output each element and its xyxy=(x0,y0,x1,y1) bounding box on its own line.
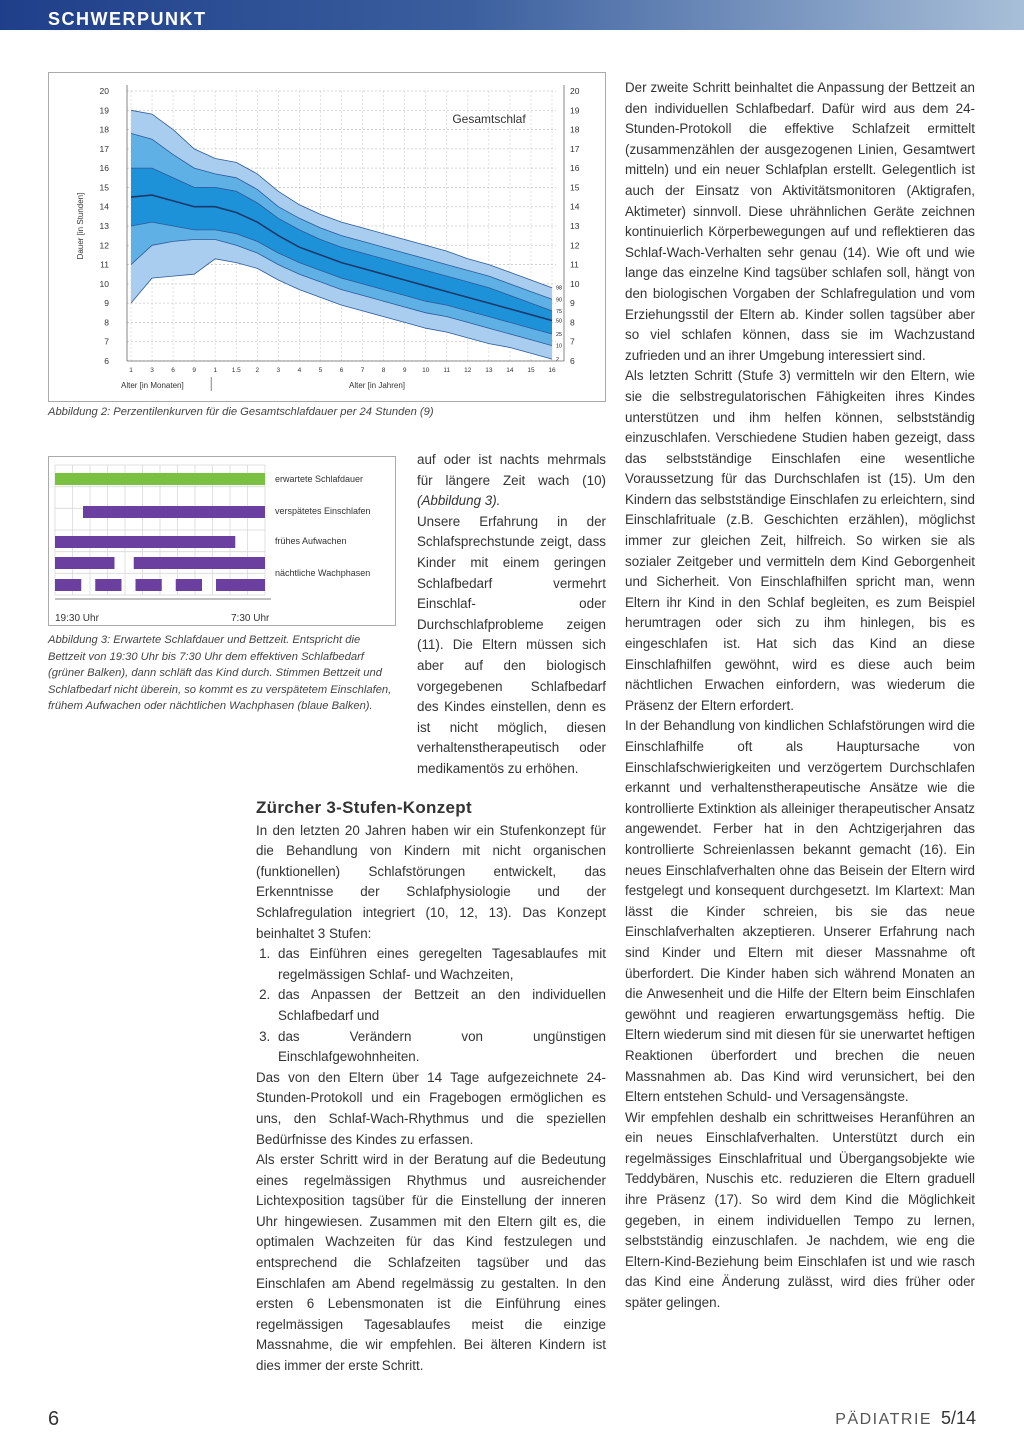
x-tick-label: 6 xyxy=(171,367,175,374)
row-label: nächtliche Wachphasen xyxy=(275,568,371,578)
magazine-name: PÄDIATRIE xyxy=(835,1411,933,1428)
paragraph: Unsere Erfahrung in der Schlafsprechstunde zeigt, dass Kinder mit einem geringen Schlafbedarf vermehrt Einschlaf- oder Durchschlafprobleme zeigen (11). Die Eltern müssen sich aber auf den biologisch vorgegebenen Schlafbedarf des Kindes einstellen, denn es ist nicht möglich, diesen verhaltenstherapeutisch oder medikamentös zu erhöhen. xyxy=(417,513,606,776)
list-item: 1. das Einführen eines geregelten Tagesablaufes mit regelmässigen Schlaf- und Wachzeiten, xyxy=(274,944,606,985)
y-tick-label-left: 7 xyxy=(104,336,109,347)
x-tick-label: 7 xyxy=(360,367,365,374)
y-tick-label-left: 9 xyxy=(104,298,109,309)
list-item: 2. das Anpassen der Bettzeit an den individuellen Schlafbedarf und xyxy=(274,985,606,1026)
y-tick-label-right: 9 xyxy=(570,298,575,309)
bar-segment xyxy=(55,536,235,548)
y-tick-label-left: 8 xyxy=(104,317,109,328)
percentile-label: 98 xyxy=(556,285,563,292)
y-tick-label-right: 6 xyxy=(570,356,575,366)
sleep-bar-chart xyxy=(49,457,395,625)
percentile-label: 2 xyxy=(556,357,560,364)
x-tick-label: 14 xyxy=(506,367,514,374)
row-label: erwartete Schlafdauer xyxy=(275,474,364,484)
paragraph: Als erster Schritt wird in der Beratung auf die Bedeutung eines regelmässigen Rhythmus und ausreichender Lichtexposition tagsüber für die Einstellung der inneren Uhr hingewiesen. Zusammen mit den Eltern gilt es, die optimalen Wachzeiten für das Kind festzulegen und entsprechend die Schlafzeiten tagsüber und das Einschlafen am Abend regelmässig zu gestalten. In den ersten 6 Lebensmonaten ist die Einführung eines regelmässigen Tagesablaufes meist die einzige Massnahme, die wir empfehlen. Bei älteren Kindern ist dies immer der erste Schritt. xyxy=(256,1152,606,1374)
time-start-label: 19:30 Uhr xyxy=(55,613,99,624)
percentile-label: 90 xyxy=(556,297,563,304)
figure-2-caption: Abbildung 2: Perzentilenkurven für die Gesamtschlafdauer per 24 Stunden (9) xyxy=(48,406,434,418)
percentile-label: 75 xyxy=(556,308,563,315)
time-end-label: 7:30 Uhr xyxy=(231,613,270,624)
page-number: 6 xyxy=(48,1408,60,1430)
concept-list xyxy=(256,944,606,1068)
paragraph: In der Behandlung von kindlichen Schlafstörungen wird die Einschlafhilfe oft als Hauptursache von Einschlafschwierigkeiten und verzögertem Durchschlafen erkannt und verhaltenstherapeutische Ansätze wie die kontrollierte Extinktion als alleiniger therapeutischer Ansatz angewendet. Ferber hat in den Achtzigerjahren das kontrollierte Schreienlassen bekannt gemacht (16). Ein neues Einschlafverhalten ohne das Beisein der Eltern wird festgelegt und konsequent durchgesetzt. Im Klartext: Man lässt die Kinder schreien, bis sie das neue Einschlafverhalten akzeptieren. Unserer Erfahrung nach sind Kinder und Eltern mit dieser Massnahme oft überfordert. Die Kinder haben sich während Monaten an die Anwesenheit und die Hilfe der Eltern beim Einschlafen gewöhnt und reagieren erwartungsgemäss heftig. Die Eltern wiederum sind mit diesen für sie unerwartet heftigen Reaktionen überfordert und brechen die neuen Massnahmen ab. Das Kind wird verunsichert, bei den Eltern entstehen Schuld- und Versagensängste. xyxy=(625,718,975,1105)
x-tick-label: 1.5 xyxy=(231,367,241,374)
bar-segment xyxy=(55,557,115,569)
y-tick-label-right: 12 xyxy=(570,240,580,251)
x-tick-label: 4 xyxy=(297,367,302,374)
bar-segment xyxy=(55,579,81,591)
y-tick-label-left: 16 xyxy=(99,163,109,174)
percentile-chart xyxy=(49,73,605,401)
paragraph: Als letzten Schritt (Stufe 3) vermitteln wir den Eltern, wie sie die selbstregulatorischen Fähigkeiten ihres Kindes unterstützen und ihm helfen können, selbstständig einzuschlafen. Verschiedene Studien haben gezeigt, dass das selbstständige Einschlafen eine wesentliche Voraussetzung für das Durchschlafen ist (15). Um den Kindern das selbstständige Einschlafen zu erleichtern, sind Einschlafrituale (z.B. Geschichten erzählen), möglichst immer zur gleichen Zeit, hilfreich. So wirken sie als sozialer Zeitgeber und vermitteln dem Kind Geborgenheit und Sicherheit. Von Einschlafhilfen spricht man, wenn Eltern ihr Kind in den Schlaf begleiten, es zum Beispiel herumtragen oder sich zu ihm hinlegen, bis es eingeschlafen ist. Hat sich das Kind an diese Einschlafhilfen gewöhnt, wird es diese auch beim nächtlichen Erwachen einfordern, was wiederum die Präsenz der Eltern erfordert. xyxy=(625,368,975,713)
x-tick-label: 16 xyxy=(548,367,556,374)
paragraph: Wir empfehlen deshalb ein schrittweises Heranführen an ein neues Einschlafverhalten. Unterstützt durch ein regelmässiges Einschlafritual und Übergangsobjekte wie Teddybären, Nuschis etc. reduzieren die Eltern graduell ihre Präsenz (17). So wird dem Kind die Möglichkeit gegeben, in einem individuellen Tempo zu lernen, selbstständig einzuschlafen. Je nachdem, wie eng die Eltern-Kind-Beziehung beim Einschlafen ist und wie rasch das Kind eine Änderung zulässt, wird dies früher oder später gelingen. xyxy=(625,1109,975,1311)
paragraph: Der zweite Schritt beinhaltet die Anpassung der Bettzeit an den individuellen Schlafbedarf. Dafür wird aus dem 24-Stunden-Protokoll die effektive Schlafzeit ermittelt (zusammenzählen der ausgezogenen Linien, Gesamtwert mitteln) und ein neuer Schlafplan erstellt. Gelegentlich ist auch der Einsatz von Aktivitätsmonitoren (Aktigrafen, Aktimeter) sinnvoll. Diese uhrähnlichen Geräte zeichnen kontinuierlich Körperbewegungen auf und reflektieren das Schlaf-Wach-Verhalten sehr genau (14). Wie oft und wie lange das einzelne Kind tagsüber schlafen soll, hängt von den biologischen Vorgaben der Schlafregulation und vom Erziehungsstil der Eltern ab. Kinder sollen tagsüber aber so viel schlafen können, dass sie im Wachzustand zufrieden und an ihrer Umgebung interessiert sind. xyxy=(625,80,975,363)
section-title: SCHWERPUNKT xyxy=(48,9,207,29)
y-tick-label-right: 14 xyxy=(570,201,580,212)
figure-2 xyxy=(48,72,606,402)
x-tick-label: 3 xyxy=(276,367,281,374)
y-tick-label-left: 14 xyxy=(99,201,109,212)
y-tick-label-left: 13 xyxy=(99,221,109,231)
x-axis-label-years: Alter [in Jahren] xyxy=(349,381,406,390)
bar-segment xyxy=(55,473,265,485)
x-tick-label: 2 xyxy=(255,367,260,374)
y-tick-label-right: 11 xyxy=(570,259,579,270)
chart-title: Gesamtschlaf xyxy=(452,112,526,126)
y-tick-label-left: 10 xyxy=(99,278,109,289)
x-tick-label: 9 xyxy=(402,367,407,374)
x-tick-label: 13 xyxy=(485,367,493,374)
section-header-bar xyxy=(0,0,1024,30)
issue-number: 5/14 xyxy=(940,1408,976,1428)
paragraph xyxy=(417,450,606,512)
y-tick-label-left: 17 xyxy=(99,143,109,154)
bar-segment xyxy=(176,579,202,591)
bar-segment xyxy=(134,557,265,569)
mid-column-top-text xyxy=(417,450,606,780)
y-tick-label-right: 10 xyxy=(570,278,580,289)
percentile-label: 10 xyxy=(556,343,563,350)
y-tick-label-left: 6 xyxy=(104,356,109,366)
percentile-label: 50 xyxy=(556,318,563,325)
y-tick-label-right: 8 xyxy=(570,317,575,328)
row-label: verspätetes Einschlafen xyxy=(275,506,371,516)
row-label: frühes Aufwachen xyxy=(275,536,347,546)
x-tick-label: 12 xyxy=(464,367,472,374)
x-tick-label: 6 xyxy=(339,367,344,374)
y-tick-label-right: 7 xyxy=(570,336,575,347)
y-tick-label-left: 18 xyxy=(99,124,109,135)
y-tick-label-right: 20 xyxy=(570,86,580,96)
y-tick-label-right: 18 xyxy=(570,124,580,135)
bar-segment xyxy=(216,579,265,591)
figure-3-caption: Abbildung 3: Erwartete Schlafdauer und Bettzeit. Entspricht die Bettzeit von 19:30 Uhr bis 7:30 Uhr dem effektiven Schlafbedarf (grüner Balken), dann schläft das Kind durch. Stimmen Bettzeit und Schlafbedarf nicht überein, so kommt es zu verspätetem Einschlafen, frühem Aufwachen oder nächtlichen Wachphasen (blaue Balken). xyxy=(48,634,392,712)
percentile-label: 25 xyxy=(556,332,563,338)
y-tick-label-right: 13 xyxy=(570,221,580,231)
list-item: 3. das Verändern von ungünstigen Einschlafgewohnheiten. xyxy=(274,1027,606,1068)
y-axis-label: Dauer [in Stunden] xyxy=(76,192,85,260)
magazine-footer xyxy=(835,1408,976,1429)
x-axis-label-months: Alter [in Monaten] xyxy=(121,381,184,390)
right-column-text xyxy=(625,78,975,1314)
bar-segment xyxy=(95,579,121,591)
y-tick-label-right: 19 xyxy=(570,105,580,116)
y-tick-label-right: 17 xyxy=(570,143,580,154)
y-tick-label-right: 16 xyxy=(570,163,580,174)
x-tick-label: 15 xyxy=(527,367,535,374)
figure-3 xyxy=(48,456,396,626)
section-heading: Zürcher 3-Stufen-Konzept xyxy=(256,798,472,817)
y-tick-label-left: 15 xyxy=(99,182,109,193)
bar-segment xyxy=(136,579,162,591)
x-tick-label: 5 xyxy=(318,367,323,374)
x-tick-label: 11 xyxy=(443,367,451,374)
paragraph-text: auf oder ist nachts mehrmals für längere Zeit wach (10) xyxy=(417,452,606,488)
paragraph: Das von den Eltern über 14 Tage aufgezeichnete 24-Stunden-Protokoll und ein Fragebogen ermöglichen es uns, den Schlaf-Wach-Rhythmus und die speziellen Bedürfnisse des Kindes zu erfassen. xyxy=(256,1069,606,1147)
mid-column-section xyxy=(256,798,606,1377)
x-tick-label: 3 xyxy=(150,367,154,374)
x-tick-label: 9 xyxy=(192,367,196,374)
y-tick-label-left: 19 xyxy=(99,105,109,116)
x-tick-label: 10 xyxy=(422,367,430,374)
paragraph: In den letzten 20 Jahren haben wir ein Stufenkonzept für die Behandlung von Kindern mit nicht organischen (funktionellen) Schlafstörungen entwickelt, das Erkenntnisse der Schlafphysiologie und der Schlafregulation integriert (10, 12, 13). Das Konzept beinhaltet 3 Stufen: xyxy=(256,822,606,941)
x-tick-label: 1 xyxy=(213,367,218,374)
y-tick-label-left: 12 xyxy=(99,240,109,251)
y-tick-label-right: 15 xyxy=(570,182,580,193)
figure-reference: (Abbildung 3). xyxy=(417,493,501,509)
y-tick-label-left: 20 xyxy=(99,86,109,96)
x-tick-label: 1 xyxy=(129,367,133,374)
bar-segment xyxy=(83,506,265,518)
x-tick-label: 8 xyxy=(381,367,386,374)
y-tick-label-left: 11 xyxy=(100,259,109,270)
